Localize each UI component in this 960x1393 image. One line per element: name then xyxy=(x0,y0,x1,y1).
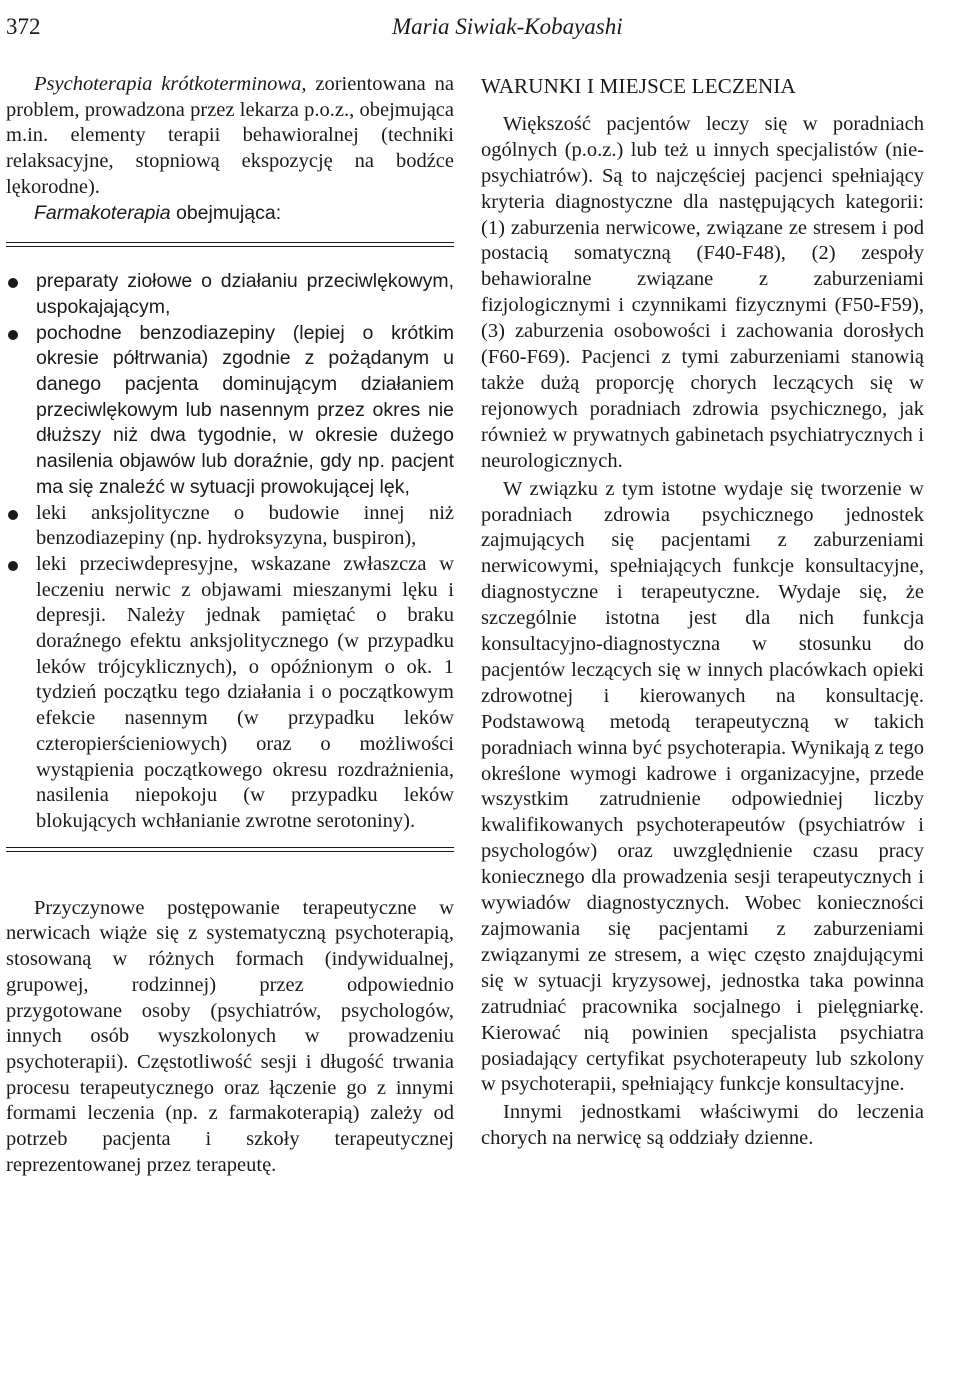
intro-paragraph xyxy=(6,72,454,201)
drug-list-item xyxy=(6,269,454,320)
drug-item-text: leki anksjolityczne o budowie innej niż benzodiazepiny (np. hydroksyzyna, buspiron), xyxy=(36,501,454,550)
left-column xyxy=(6,72,454,1178)
drug-list-item xyxy=(6,501,454,552)
drug-item-text: leki przeciwdepresyjne, wskazane zwłaszcza w leczeniu nerwic z objawami mieszanymi lęku i depresji. Należy jednak pamiętać o braku doraźnego efektu anksjolitycznego (w przypadku leków trójcyklicznych), o opóźnionym o ok. 1 tydzień początku tego działania i o początkowym efekcie nasennym (w przypadku leków czteropierścieniowych) oraz o możliwości wystąpienia początkowego okresu rozdrażnienia, nasilenia niepokoju (w przypadku leków blokujących wchłanianie zwrotne serotoniny). xyxy=(36,552,454,832)
bullet-icon xyxy=(8,330,18,340)
bullet-icon xyxy=(8,561,18,571)
box-bottom-rule xyxy=(6,847,454,852)
short-therapy-description: zorientowana na problem, prowadzona przez lekarza p.o.z., obejmująca m.in. elementy terapii behawioralnej (techniki relaksacyjne, stopniową ekspozycję na bodźce lękorodne). xyxy=(6,73,454,198)
pharmaco-description: obejmująca: xyxy=(170,201,282,224)
causal-therapy-paragraph: Przyczynowe postępowanie terapeutyczne w nerwicach wiąże się z systematyczną psychoterapią, stosowaną w różnych formach (indywidualnej, grupowej, rodzinnej) przez odpowiednio przygotowane osoby (psychiatrów, psychologów, innych osób wyszkolonych w prowadzeniu psychoterapii). Częstotliwość sesji i długość trwania procesu terapeutycznego oraz łączenie go z innymi formami leczenia (np. z farmakoterapią) zależy od potrzeb pacjenta i szkoły terapeutycznej reprezentowanej przez terapeutę. xyxy=(6,896,454,1176)
box-top-rule xyxy=(6,242,454,247)
drug-list-item xyxy=(6,321,454,501)
running-header xyxy=(6,14,956,50)
drug-list-item xyxy=(6,552,454,835)
running-author: Maria Siwiak-Kobayashi xyxy=(392,14,623,39)
bullet-icon xyxy=(8,278,18,288)
pharmaco-paragraph xyxy=(6,201,454,227)
pharmaco-term: Farmakoterapia xyxy=(34,201,171,224)
drug-item-text: pochodne benzodiazepiny (lepiej o krótkim okresie półtrwania) zgodnie z pożądanym u danego pacjenta dominującym działaniem przeciwlękowym lub nasennym przez okres nie dłuższy niż dwa tygodnie, w okresie dużego nasilenia objawów lub doraźnie, gdy np. pacjent ma się znaleźć w sytuacji prowokującej lęk, xyxy=(36,321,454,498)
page-number: 372 xyxy=(6,14,41,39)
body-paragraph: Innymi jednostkami właściwymi do leczenia chorych na nerwicę są oddziały dzienne. xyxy=(481,1101,924,1150)
short-therapy-term: Psychoterapia krótkoterminowa, xyxy=(34,73,307,95)
drug-list xyxy=(6,269,454,834)
right-column xyxy=(481,74,924,1152)
body-paragraph: Większość pacjentów leczy się w poradniach ogólnych (p.o.z.) lub też u innych specjalistów (nie-psychiatrów). Są to najczęściej pacjenci spełniający kryteria diagnostyczne dla następujących kategorii: (1) zaburzenia nerwicowe, związane ze stresem i pod postacią somatyczną (F40-F48), (2) zespoły behawioralne związane z zaburzeniami fizjologicznymi i czynnikami fizycznymi (F50-F59), (3) zaburzenia osobowości i zachowania dorosłych (F60-F69). Pacjenci z tymi zaburzeniami stanowią także dużą proporcję chorych leczących się w rejonowych poradniach zdrowia psychicznego, jak również w prywatnych gabinetach psychiatrycznych i neurologicznych. xyxy=(481,112,924,472)
section-heading: WARUNKI I MIEJSCE LECZENIA xyxy=(481,74,796,98)
bullet-icon xyxy=(8,510,18,520)
drug-item-text: preparaty ziołowe o działaniu przeciwlękowym, uspokajającym, xyxy=(36,270,454,318)
body-paragraph: W związku z tym istotne wydaje się tworzenie w poradniach zdrowia psychicznego jednostek zajmujących się pacjentami z zaburzeniami nerwicowymi, spełniających funkcje konsultacyjne, diagnostyczne i terapeutyczne. Wydaje się, że szczególnie istotna jest dla nich funkcja konsultacyjno-diagnostyczna w stosunku do pacjentów leczących się w innych placówkach opieki zdrowotnej i kierowanych na konsultację. Podstawową metodą terapeutyczną w takich poradniach winna być psychoterapia. Wynikają z tego określone wymogi kadrowe i organizacyjne, przede wszystkim zatrudnienie odpowiedniej liczby kwalifikowanych psychoterapeutów (psychiatrów i psychologów) oraz uwzględnienie czasu pracy koniecznego dla prowadzenia sesji terapeutycznych i wywiadów diagnostycznych. Wobec konieczności zajmowania się pacjentami z zaburzeniami związanymi ze stresem, a więc często znajdującymi się w sytuacji kryzysowej, jednostka taka powinna zatrudniać pracownika socjalnego i pielęgniarkę. Kierować nią powinien specjalista psychiatra posiadający certyfikat psychoterapeuty lub szkolony w psychoterapii, spełniający funkcje konsultacyjne. xyxy=(481,477,924,1096)
